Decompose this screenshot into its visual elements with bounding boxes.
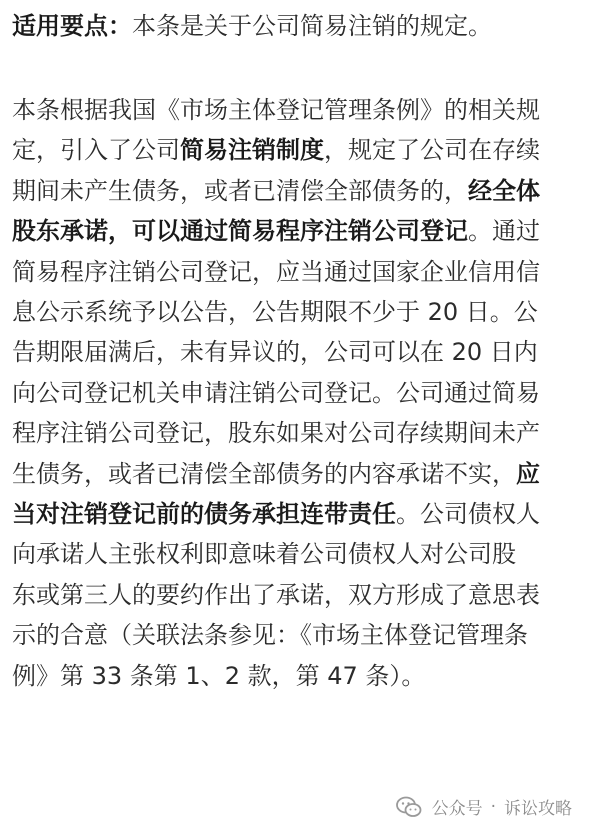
body-text: 简易程序注销公司登记，应当通过国家企业信用信	[12, 257, 540, 286]
body-line	[12, 94, 592, 126]
body-line	[12, 498, 592, 530]
heading-label: 适用要点：	[12, 12, 132, 40]
emphasis-text: 应	[516, 459, 540, 488]
emphasis-text: 当对注销登记前的债务承担连带责任	[12, 500, 396, 528]
body-text: 示的合意（关联法条参见：《市场主体登记管理条	[12, 621, 528, 650]
body-line	[12, 215, 592, 247]
emphasis-text: 简易注销制度	[180, 136, 324, 165]
body-text: 生债务，或者已清偿全部债务的内容承诺不实，	[12, 459, 516, 488]
wechat-icon	[396, 796, 422, 818]
body-text: 向承诺人主张权利即意味着公司债权人对公司股	[12, 540, 516, 569]
heading-text: 本条是关于公司简易注销的规定。	[132, 12, 492, 40]
body-text: 息公示系统予以公告，公告期限不少于 20 日。公	[12, 298, 538, 326]
body-line	[12, 660, 592, 692]
body-line	[12, 458, 592, 490]
body-text: 告期限届满后，未有异议的，公司可以在 20 日内	[12, 338, 538, 367]
footer-account-name[interactable]: 诉讼攻略	[504, 799, 572, 819]
body-line	[12, 336, 592, 368]
section-heading	[12, 10, 592, 42]
footer-separator: ·	[490, 796, 496, 817]
body-text: ，规定了公司在存续	[324, 136, 540, 165]
body-text: 向公司登记机关申请注销公司登记。公司通过简易	[12, 378, 540, 407]
emphasis-text: 经全体	[468, 176, 540, 205]
body-text: 。公司债权人	[396, 500, 540, 528]
body-line	[12, 256, 592, 288]
body-text: 东或第三人的要约作出了承诺，双方形成了意思表	[12, 580, 540, 609]
body-text: 期间未产生债务，或者已清偿全部债务的，	[12, 176, 468, 205]
footer-account-label: 公众号	[431, 799, 483, 819]
body-line	[12, 619, 592, 651]
footer-attribution	[396, 794, 572, 819]
emphasis-text: 股东承诺，可以通过简易程序注销公司登记	[12, 217, 468, 246]
body-line	[12, 417, 592, 449]
body-line	[12, 377, 592, 409]
body-text: 例》第 33 条第 1、2 款，第 47 条）。	[12, 661, 426, 690]
body-line	[12, 134, 592, 166]
body-line	[12, 538, 592, 570]
body-line	[12, 296, 592, 328]
body-text: 本条根据我国《市场主体登记管理条例》的相关规	[12, 96, 540, 124]
body-line	[12, 579, 592, 611]
body-line	[12, 175, 592, 207]
body-text: 程序注销公司登记，股东如果对公司存续期间未产	[12, 419, 540, 448]
body-text: 定，引入了公司	[12, 136, 180, 165]
body-text: 。通过	[468, 217, 540, 246]
